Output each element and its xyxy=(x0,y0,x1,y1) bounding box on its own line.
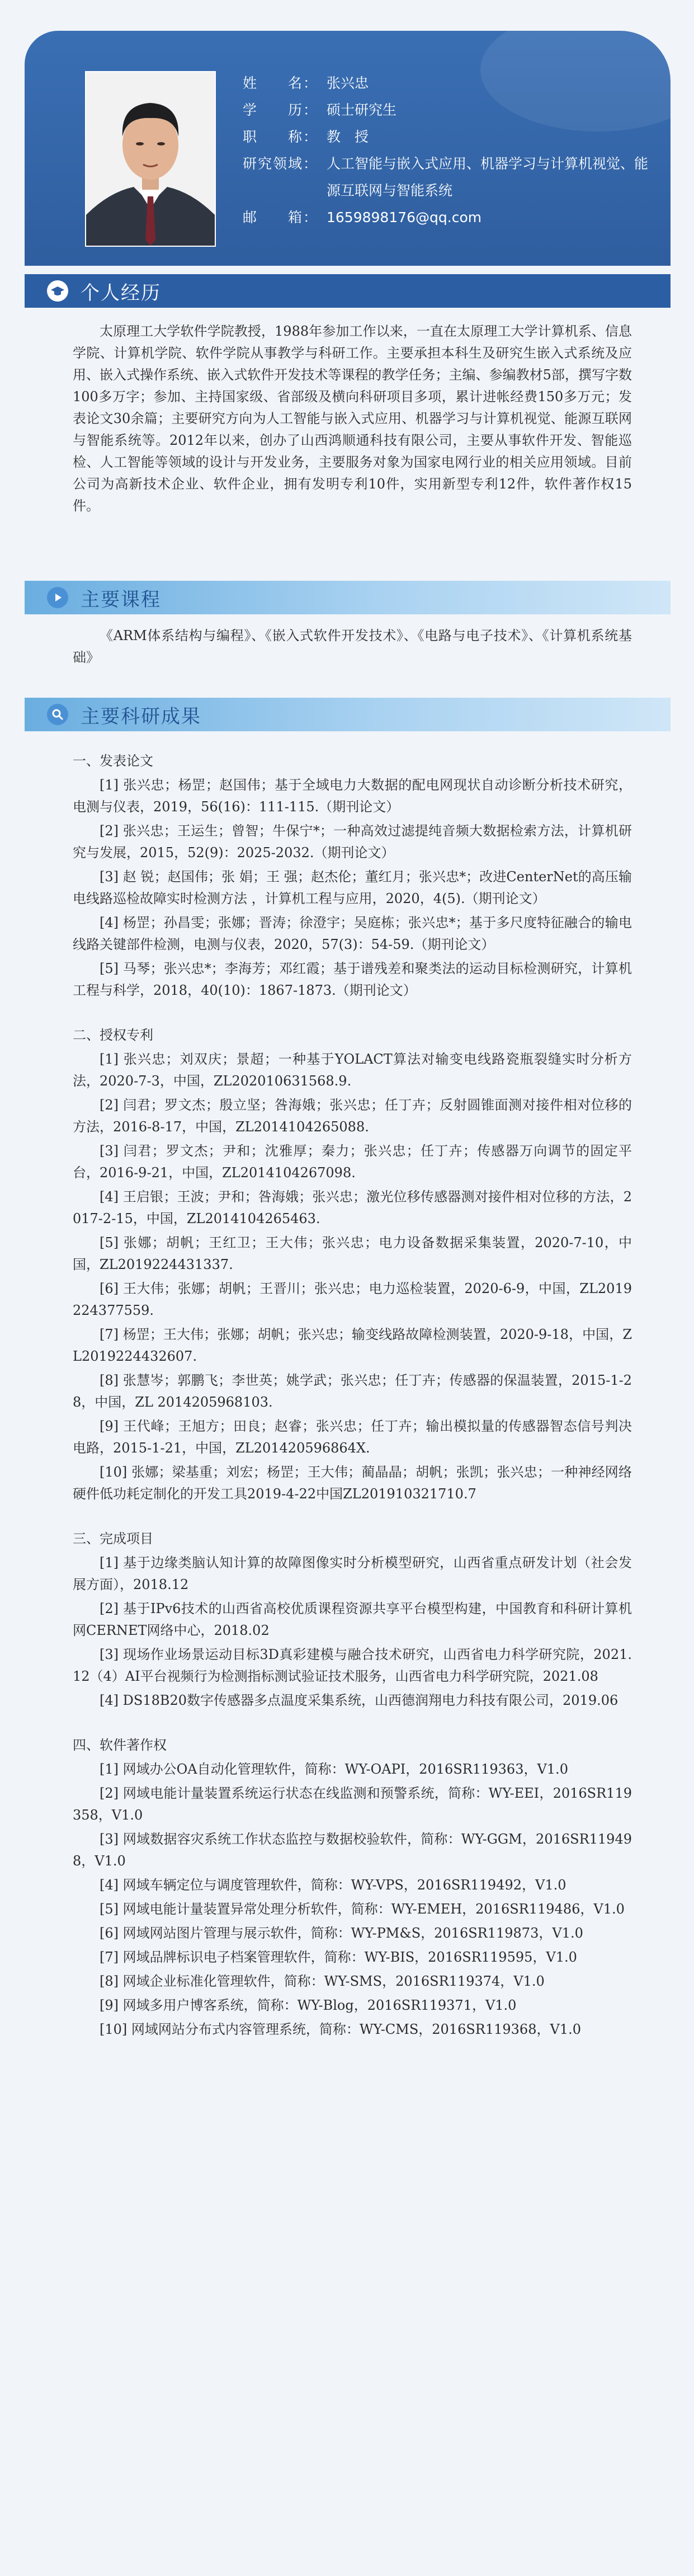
patent-item: [2] 闫君；罗文杰；殷立坚；咎海娥；张兴忠；任丁卉；反射圆锥面测对接件相对位移的方法，2016-8-17，中国，ZL2014104265088. xyxy=(73,1097,632,1135)
name-row xyxy=(243,70,657,97)
experience-text: 太原理工大学软件学院教授，1988年参加工作以来，一直在太原理工大学计算机系、信息学院、计算机学院、软件学院从事教学与科研工作。主要承担本科生及研究生嵌入式系统及应用、嵌入式操作系统、嵌入式软件开发技术等课程的教学任务；主编、参编教材5部，撰写字数100多万字；参加、主持国家级、省部级及横向科研项目多项，累计进帐经费150多万元；发表论文30余篇；主要研究方向为人工智能与嵌入式应用、机器学习与计算机视觉、能源互联网与智能系统等。2012年以来，创办了山西鸿顺通科技有限公司，主要从事软件开发、智能巡检、人工智能等领域的设计与开发业务，主要服务对象为国家电网行业的相关应用领域。目前公司为高新技术企业、软件企业，拥有发明专利10件，实用新型专利12件，软件著作权15件。 xyxy=(73,323,632,514)
section-experience-header xyxy=(25,274,671,308)
software-item: [1] 网域办公OA自动化管理软件，简称：WY-OAPI，2016SR119363，V1.0 xyxy=(100,1761,568,1777)
email-label: 邮 箱： xyxy=(243,209,319,225)
software-item: [6] 网域网站图片管理与展示软件，简称：WY-PM&S，2016SR119873，V1.0 xyxy=(100,1925,583,1941)
field-label: 研究领域： xyxy=(243,156,319,172)
paper-item: [5] 马琴；张兴忠*；李海芳；邓红霞；基于谱残差和聚类法的运动目标检测研究，计算机工程与科学，2018，40(10)：1867-1873.（期刊论文） xyxy=(73,961,632,998)
paper-item: [2] 张兴忠；王运生；曾智；牛保宁*；一种高效过滤提纯音频大数据检索方法，计算机研究与发展，2015，52(9)：2025-2032.（期刊论文） xyxy=(73,823,632,861)
patent-item: [8] 张慧岑；郭鹏飞；李世英；姚学武；张兴忠；任丁卉；传感器的保温装置，2015-1-28，中国，ZL 2014205968103. xyxy=(73,1372,632,1410)
education-label: 学 历： xyxy=(243,102,319,118)
education-value: 硕士研究生 xyxy=(327,102,397,118)
patent-item: [7] 杨罡；王大伟；张娜；胡帆；张兴忠；输变线路故障检测装置，2020-9-18，中国，ZL2019224432607. xyxy=(73,1327,632,1364)
software-item: [5] 网域电能计量装置异常处理分析软件，简称：WY-EMEH，2016SR119486，V1.0 xyxy=(100,1901,625,1917)
project-item: [2] 基于IPv6技术的山西省高校优质课程资源共享平台模型构建，中国教育和科研计算机网CERNET网络中心，2018.02 xyxy=(73,1601,632,1638)
name-value: 张兴忠 xyxy=(327,75,369,91)
projects-group xyxy=(73,1527,632,1712)
name-label: 姓 名： xyxy=(243,75,319,91)
software-group xyxy=(73,1734,632,2041)
courses-text: 《ARM体系结构与编程》、《嵌入式软件开发技术》、《电路与电子技术》、《计算机系统基础》 xyxy=(73,628,632,665)
title-label: 职 称： xyxy=(243,129,319,145)
patent-item: [3] 闫君；罗文杰；尹和；沈雅厚；秦力；张兴忠；任丁卉；传感器万向调节的固定平台，2016-9-21，中国，ZL2014104267098. xyxy=(73,1143,632,1181)
play-icon xyxy=(47,587,68,608)
section-research-title: 主要科研成果 xyxy=(81,705,201,728)
email-row xyxy=(243,204,657,231)
profile-info xyxy=(243,70,657,231)
projects-heading: 三、完成项目 xyxy=(73,1531,153,1546)
patents-group xyxy=(73,1024,632,1505)
software-heading: 四、软件著作权 xyxy=(73,1737,167,1753)
graduation-cap-icon xyxy=(47,280,68,302)
software-item: [4] 网域车辆定位与调度管理软件，简称：WY-VPS，2016SR119492，V1.0 xyxy=(100,1877,566,1893)
email-value: 1659898176@qq.com xyxy=(327,209,482,225)
software-item: [2] 网域电能计量装置系统运行状态在线监测和预警系统，简称：WY-EEI，2016SR119358，V1.0 xyxy=(73,1785,632,1823)
software-item: [9] 网域多用户博客系统，简称：WY-Blog，2016SR119371，V1.0 xyxy=(100,1997,517,2013)
section-courses-title: 主要课程 xyxy=(81,588,161,611)
patent-item: [5] 张娜；胡帆；王红卫；王大伟；张兴忠；电力设备数据采集装置，2020-7-10，中国，ZL2019224431337. xyxy=(73,1235,632,1272)
paper-item: [1] 张兴忠；杨罡；赵国伟；基于全域电力大数据的配电网现状自动诊断分析技术研究，电测与仪表，2019，56(16)：111-115.（期刊论文） xyxy=(73,777,632,815)
patent-item: [4] 王启银；王波；尹和；咎海娥；张兴忠；激光位移传感器测对接件相对位移的方法，2017-2-15，中国，ZL2014104265463. xyxy=(73,1189,632,1226)
section-research-header xyxy=(25,698,671,731)
section-courses-header xyxy=(25,581,671,614)
field-value: 人工智能与嵌入式应用、机器学习与计算机视觉、能源互联网与智能系统 xyxy=(327,156,649,199)
search-icon xyxy=(47,704,68,725)
patent-item: [10] 张娜；梁基重；刘宏；杨罡；王大伟；蔺晶晶；胡帆；张凯；张兴忠；一种神经网络硬件低功耗定制化的开发工具2019-4-22中国ZL201910321710.7 xyxy=(73,1464,632,1502)
project-item: [1] 基于边缘类脑认知计算的故障图像实时分析模型研究，山西省重点研发计划（社会发展方面），2018.12 xyxy=(73,1555,632,1592)
software-item: [8] 网域企业标准化管理软件，简称：WY-SMS，2016SR119374，V1.0 xyxy=(100,1973,545,1989)
project-item: [3] 现场作业场景运动目标3D真彩建模与融合技术研究，山西省电力科学研究院，2021.12（4）AI平台视频行为检测指标测试验证技术服务，山西省电力科学研究院，2021.08 xyxy=(73,1647,632,1684)
title-row xyxy=(243,124,657,151)
section-experience-title: 个人经历 xyxy=(81,281,161,304)
paper-item: [4] 杨罡；孙昌雯；张娜；晋涛；徐澄宇；吴庭栋；张兴忠*；基于多尺度特征融合的输电线路关键部件检测，电测与仪表，2020，57(3)：54-59.（期刊论文） xyxy=(73,915,632,952)
title-value: 教 授 xyxy=(327,129,369,145)
research-content xyxy=(73,750,632,2063)
paper-item: [3] 赵 锐；赵国伟；张 娟；王 强；赵杰伦；董红月；张兴忠*；改进CenterNet的高压输电线路巡检故障实时检测方法 ，计算机工程与应用，2020，4(5).（期刊论文） xyxy=(73,869,632,906)
patent-item: [1] 张兴忠；刘双庆；景超；一种基于YOLACT算法对输变电线路瓷瓶裂缝实时分析方法，2020-7-3，中国，ZL202010631568.9. xyxy=(73,1051,632,1089)
software-item: [10] 网域网站分布式内容管理系统，简称：WY-CMS，2016SR119368，V1.0 xyxy=(100,2022,581,2037)
patents-heading: 二、授权专利 xyxy=(73,1027,153,1043)
field-row xyxy=(243,151,657,204)
education-row xyxy=(243,97,657,124)
papers-heading: 一、发表论文 xyxy=(73,753,153,769)
portrait-photo xyxy=(85,71,216,247)
profile-header xyxy=(25,31,671,266)
software-item: [3] 网域数据容灾系统工作状态监控与数据校验软件，简称：WY-GGM，2016SR119498，V1.0 xyxy=(73,1831,632,1869)
software-item: [7] 网域品牌标识电子档案管理软件，简称：WY-BIS，2016SR119595，V1.0 xyxy=(100,1949,577,1965)
project-item: [4] DS18B20数字传感器多点温度采集系统，山西德润翔电力科技有限公司，2019.06 xyxy=(100,1693,619,1708)
patent-item: [6] 王大伟；张娜；胡帆；王晋川；张兴忠；电力巡检装置，2020-6-9，中国，ZL2019224377559. xyxy=(73,1281,632,1318)
papers-group xyxy=(73,750,632,1002)
patent-item: [9] 王代峰；王旭方；田良；赵睿；张兴忠；任丁卉；输出模拟量的传感器智态信号判决电路，2015-1-21，中国，ZL201420596864X. xyxy=(73,1418,632,1456)
